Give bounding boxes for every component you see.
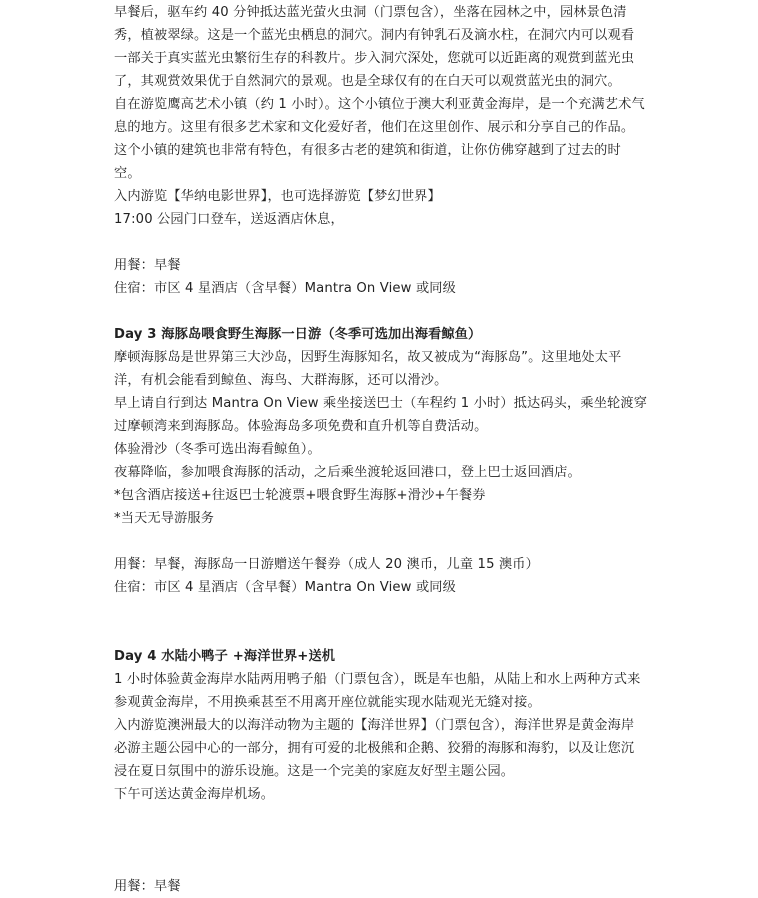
blank-line	[114, 530, 654, 553]
blank-line	[114, 622, 654, 645]
text-line: 摩顿海豚岛是世界第三大沙岛，因野生海豚知名，故又被成为“海豚岛”。这里地处太平	[114, 350, 622, 365]
text-line: *当天无导游服务	[114, 511, 215, 526]
blank-line	[114, 599, 654, 622]
text-line: 用餐：早餐	[114, 879, 181, 894]
text-line: 住宿：市区 4 星酒店（含早餐）Mantra On View 或同级	[114, 281, 456, 296]
text-line: 自在游览鹰高艺术小镇（约 1 小时）。这个小镇位于澳大利亚黄金海岸，是一个充满艺术气	[114, 97, 645, 112]
text-line: 这个小镇的建筑也非常有特色，有很多古老的建筑和街道，让你仿佛穿越到了过去的时	[114, 143, 621, 158]
text-line: 入内游览【华纳电影世界】，也可选择游览【梦幻世界】	[114, 189, 441, 204]
blank-line	[114, 829, 654, 852]
text-line: 浸在夏日氛围中的游乐设施。这是一个完美的家庭友好型主题公园。	[114, 764, 515, 779]
text-line: 必游主题公园中心的一部分，拥有可爱的北极熊和企鹅、狡猾的海豚和海豹，以及让您沉	[114, 741, 635, 756]
blank-line	[114, 231, 654, 254]
text-line: 入内游览澳洲最大的以海洋动物为主题的【海洋世界】（门票包含），海洋世界是黄金海岸	[114, 718, 635, 733]
text-line: 17:00 公园门口登车，送返酒店休息，	[114, 212, 344, 227]
day-heading: Day 3 海豚岛喂食野生海豚一日游（冬季可选加出海看鲸鱼）	[114, 327, 482, 342]
text-line: 早餐后，驱车约 40 分钟抵达蓝光萤火虫洞（门票包含），坐落在园林之中，园林景色清	[114, 5, 627, 20]
text-line: 用餐：早餐，海豚岛一日游赠送午餐券（成人 20 澳币，儿童 15 澳币）	[114, 557, 539, 572]
text-line: 用餐：早餐	[114, 258, 181, 273]
text-line: 了，其观赏效果优于自然洞穴的景观。也是全球仅有的在白天可以观赏蓝光虫的洞穴。	[114, 74, 621, 89]
text-line: 空。	[114, 166, 141, 181]
text-line: 息的地方。这里有很多艺术家和文化爱好者，他们在这里创作、展示和分享自己的作品。	[114, 120, 635, 135]
itinerary-document	[114, 1, 654, 898]
text-line: 体验滑沙（冬季可选出海看鲸鱼）。	[114, 442, 321, 457]
text-line: *包含酒店接送+往返巴士轮渡票+喂食野生海豚+滑沙+午餐券	[114, 488, 486, 503]
text-line: 夜幕降临，参加喂食海豚的活动，之后乘坐渡轮返回港口，登上巴士返回酒店。	[114, 465, 581, 480]
blank-line	[114, 300, 654, 323]
text-line: 早上请自行到达 Mantra On View 乘坐接送巴士（车程约 1 小时）抵达码头，乘坐轮渡穿	[114, 396, 648, 411]
blank-line	[114, 806, 654, 829]
text-line: 1 小时体验黄金海岸水陆两用鸭子船（门票包含），既是车也船，从陆上和水上两种方式来	[114, 672, 641, 687]
text-line: 过摩顿湾来到海豚岛。体验海岛多项免费和直升机等自费活动。	[114, 419, 488, 434]
text-line: 秀，植被翠绿。这是一个蓝光虫栖息的洞穴。洞内有钟乳石及滴水柱，在洞穴内可以观看	[114, 28, 635, 43]
day-heading: Day 4 水陆小鸭子 +海洋世界+送机	[114, 649, 336, 664]
text-line: 下午可送达黄金海岸机场。	[114, 787, 275, 802]
text-line: 洋，有机会能看到鲸鱼、海鸟、大群海豚，还可以滑沙。	[114, 373, 448, 388]
text-line: 住宿：市区 4 星酒店（含早餐）Mantra On View 或同级	[114, 580, 456, 595]
text-line: 一部关于真实蓝光虫繁衍生存的科教片。步入洞穴深处，您就可以近距离的观赏到蓝光虫	[114, 51, 635, 66]
text-line: 参观黄金海岸，不用换乘甚至不用离开座位就能实现水陆观光无缝对接。	[114, 695, 541, 710]
blank-line	[114, 852, 654, 875]
